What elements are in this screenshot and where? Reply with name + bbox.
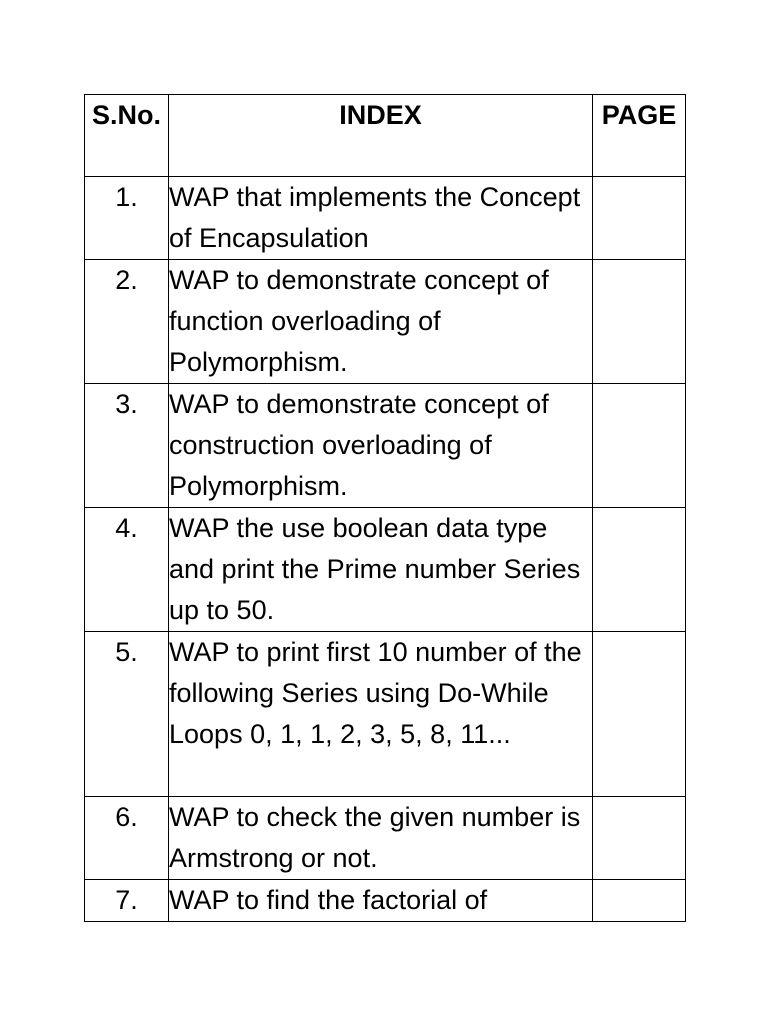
table-row xyxy=(85,508,686,632)
row-number: 4. xyxy=(85,508,169,632)
row-number: 1. xyxy=(85,177,169,260)
row-description: WAP the use boolean data type and print the Prime number Series up to 50. xyxy=(169,508,593,632)
row-page xyxy=(593,797,686,880)
header-row xyxy=(85,95,686,177)
row-page xyxy=(593,632,686,797)
row-description: WAP to find the factorial of xyxy=(169,880,593,922)
header-page: PAGE xyxy=(593,95,686,177)
row-page xyxy=(593,508,686,632)
row-page xyxy=(593,880,686,922)
header-index: INDEX xyxy=(169,95,593,177)
row-page xyxy=(593,384,686,508)
table-row xyxy=(85,177,686,260)
row-number: 3. xyxy=(85,384,169,508)
row-number: 7. xyxy=(85,880,169,922)
row-description: WAP to demonstrate concept of function overloading of Polymorphism. xyxy=(169,260,593,384)
row-number: 6. xyxy=(85,797,169,880)
table-row xyxy=(85,880,686,922)
index-table xyxy=(84,94,686,922)
row-page xyxy=(593,260,686,384)
table-row xyxy=(85,797,686,880)
table-row xyxy=(85,260,686,384)
row-number: 5. xyxy=(85,632,169,797)
header-sno: S.No. xyxy=(85,95,169,177)
row-page xyxy=(593,177,686,260)
table-row xyxy=(85,632,686,797)
row-number: 2. xyxy=(85,260,169,384)
table-row xyxy=(85,384,686,508)
row-description: WAP to demonstrate concept of construction overloading of Polymorphism. xyxy=(169,384,593,508)
row-description: WAP that implements the Concept of Encapsulation xyxy=(169,177,593,260)
row-description: WAP to print first 10 number of the following Series using Do-While Loops 0, 1, 1, 2, 3, 5, 8, 11... xyxy=(169,632,593,797)
row-description: WAP to check the given number is Armstrong or not. xyxy=(169,797,593,880)
